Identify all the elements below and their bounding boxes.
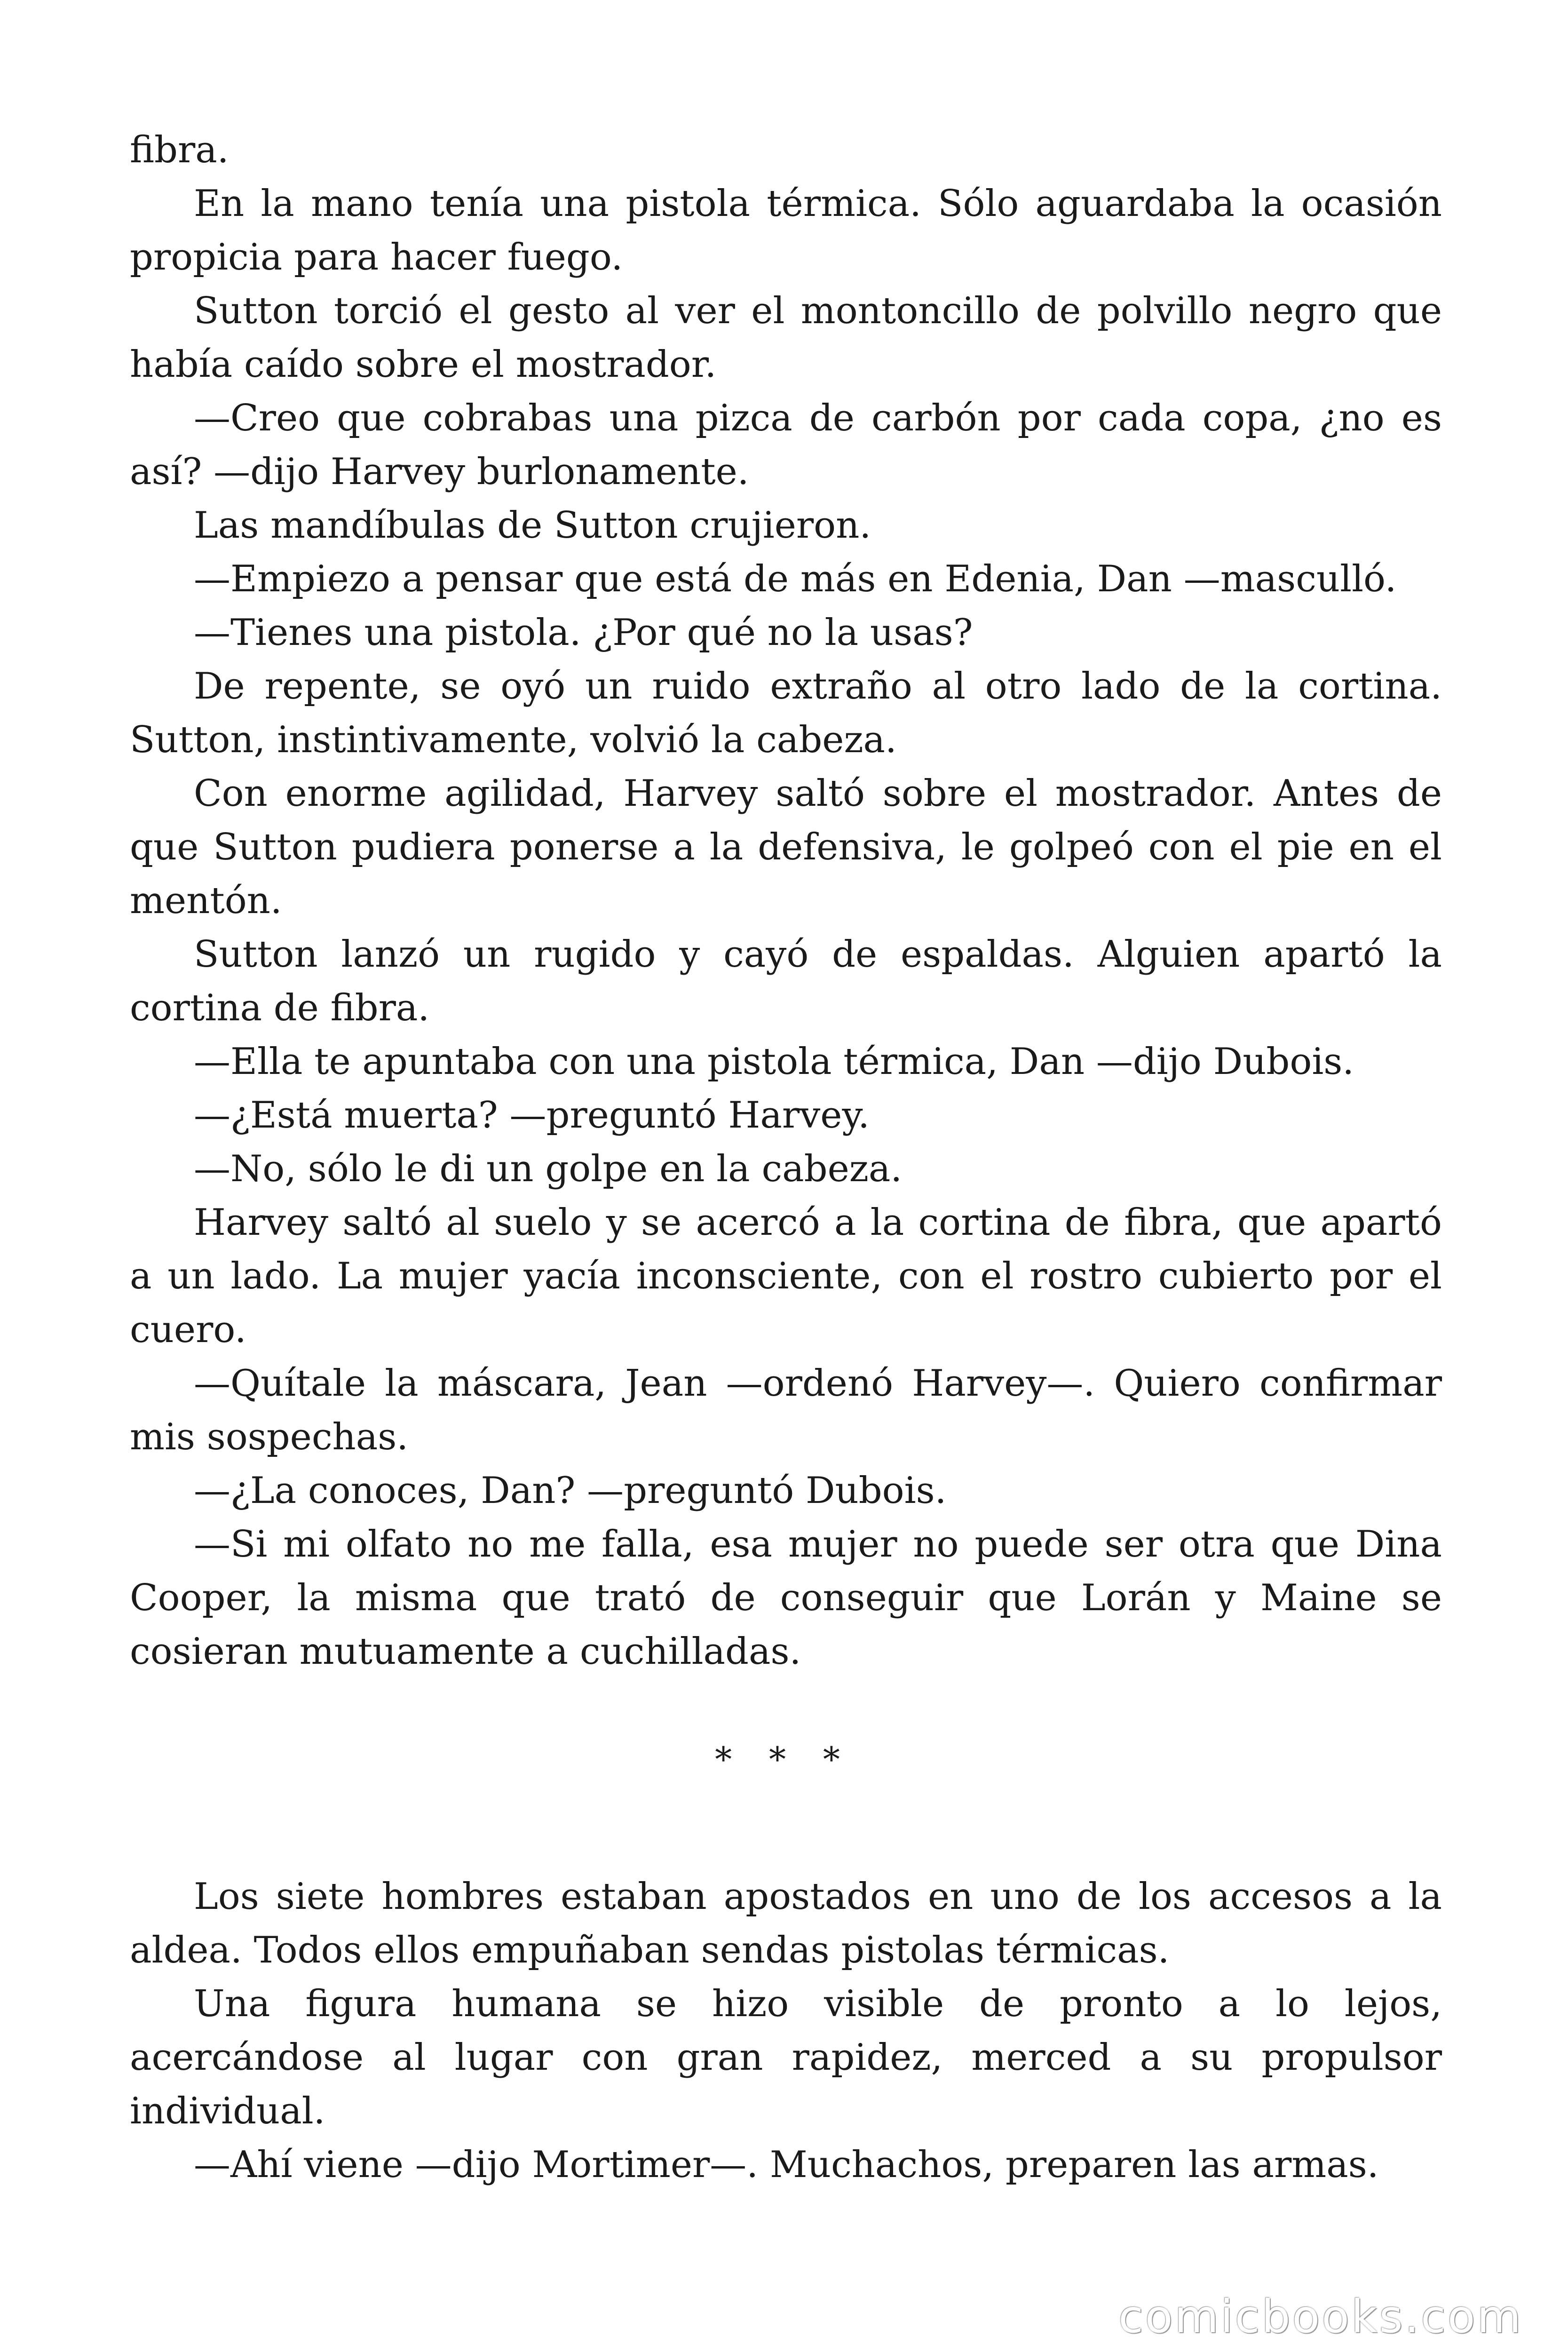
scene-separator: * * *: [715, 1740, 853, 1779]
paragraph: —Tienes una pistola. ¿Por qué no la usas?: [194, 612, 973, 654]
paragraph: —¿Está muerta? —preguntó Harvey.: [194, 1094, 870, 1136]
paragraph: Harvey saltó al suelo y se acercó a la cortina de fibra, que apartó a un lado. La mujer yacía inconsciente, con el rostro cubierto por el cuero.: [130, 1201, 1442, 1351]
paragraph: Con enorme agilidad, Harvey saltó sobre el mostrador. Antes de que Sutton pudiera ponerse a la defensiva, le golpeó con el pie en el mentón.: [130, 772, 1442, 922]
paragraph: —Empiezo a pensar que está de más en Edenia, Dan —masculló.: [194, 558, 1397, 600]
paragraph: —Creo que cobrabas una pizca de carbón por cada copa, ¿no es así? —dijo Harvey burlonamente.: [130, 397, 1442, 493]
paragraph: —Quítale la máscara, Jean —ordenó Harvey—. Quiero confirmar mis sospechas.: [130, 1362, 1442, 1458]
paragraph: —Ella te apuntaba con una pistola térmica, Dan —dijo Dubois.: [194, 1041, 1354, 1083]
paragraph: —No, sólo le di un golpe en la cabeza.: [194, 1148, 903, 1190]
bottom-text-block: [130, 1870, 1442, 2192]
paragraph: Una figura humana se hizo visible de pronto a lo lejos, acercándose al lugar con gran rapidez, merced a su propulsor individual.: [130, 1983, 1442, 2132]
paragraph: —¿La conoces, Dan? —preguntó Dubois.: [194, 1470, 947, 1512]
paragraph: Sutton lanzó un rugido y cayó de espaldas. Alguien apartó la cortina de fibra.: [130, 933, 1442, 1029]
paragraph: De repente, se oyó un ruido extraño al otro lado de la cortina. Sutton, instintivamente, volvió la cabeza.: [130, 665, 1442, 761]
paragraph: En la mano tenía una pistola térmica. Sólo aguardaba la ocasión propicia para hacer fuego.: [130, 183, 1442, 278]
paragraph: Las mandíbulas de Sutton crujieron.: [194, 504, 871, 547]
paragraph: —Si mi olfato no me falla, esa mujer no puede ser otra que Dina Cooper, la misma que trató de conseguir que Lorán y Maine se cosieran mutuamente a cuchilladas.: [130, 1523, 1442, 1673]
paragraph: fibra.: [130, 129, 229, 171]
paragraph: Sutton torció el gesto al ver el montoncillo de polvillo negro que había caído sobre el mostrador.: [130, 290, 1442, 386]
top-text-block: [130, 123, 1442, 1678]
paragraph: Los siete hombres estaban apostados en uno de los accesos a la aldea. Todos ellos empuñaban sendas pistolas térmicas.: [130, 1875, 1442, 1971]
paragraph: —Ahí viene —dijo Mortimer—. Muchachos, preparen las armas.: [194, 2144, 1379, 2186]
watermark: comicbooks.com: [1118, 2290, 1523, 2343]
